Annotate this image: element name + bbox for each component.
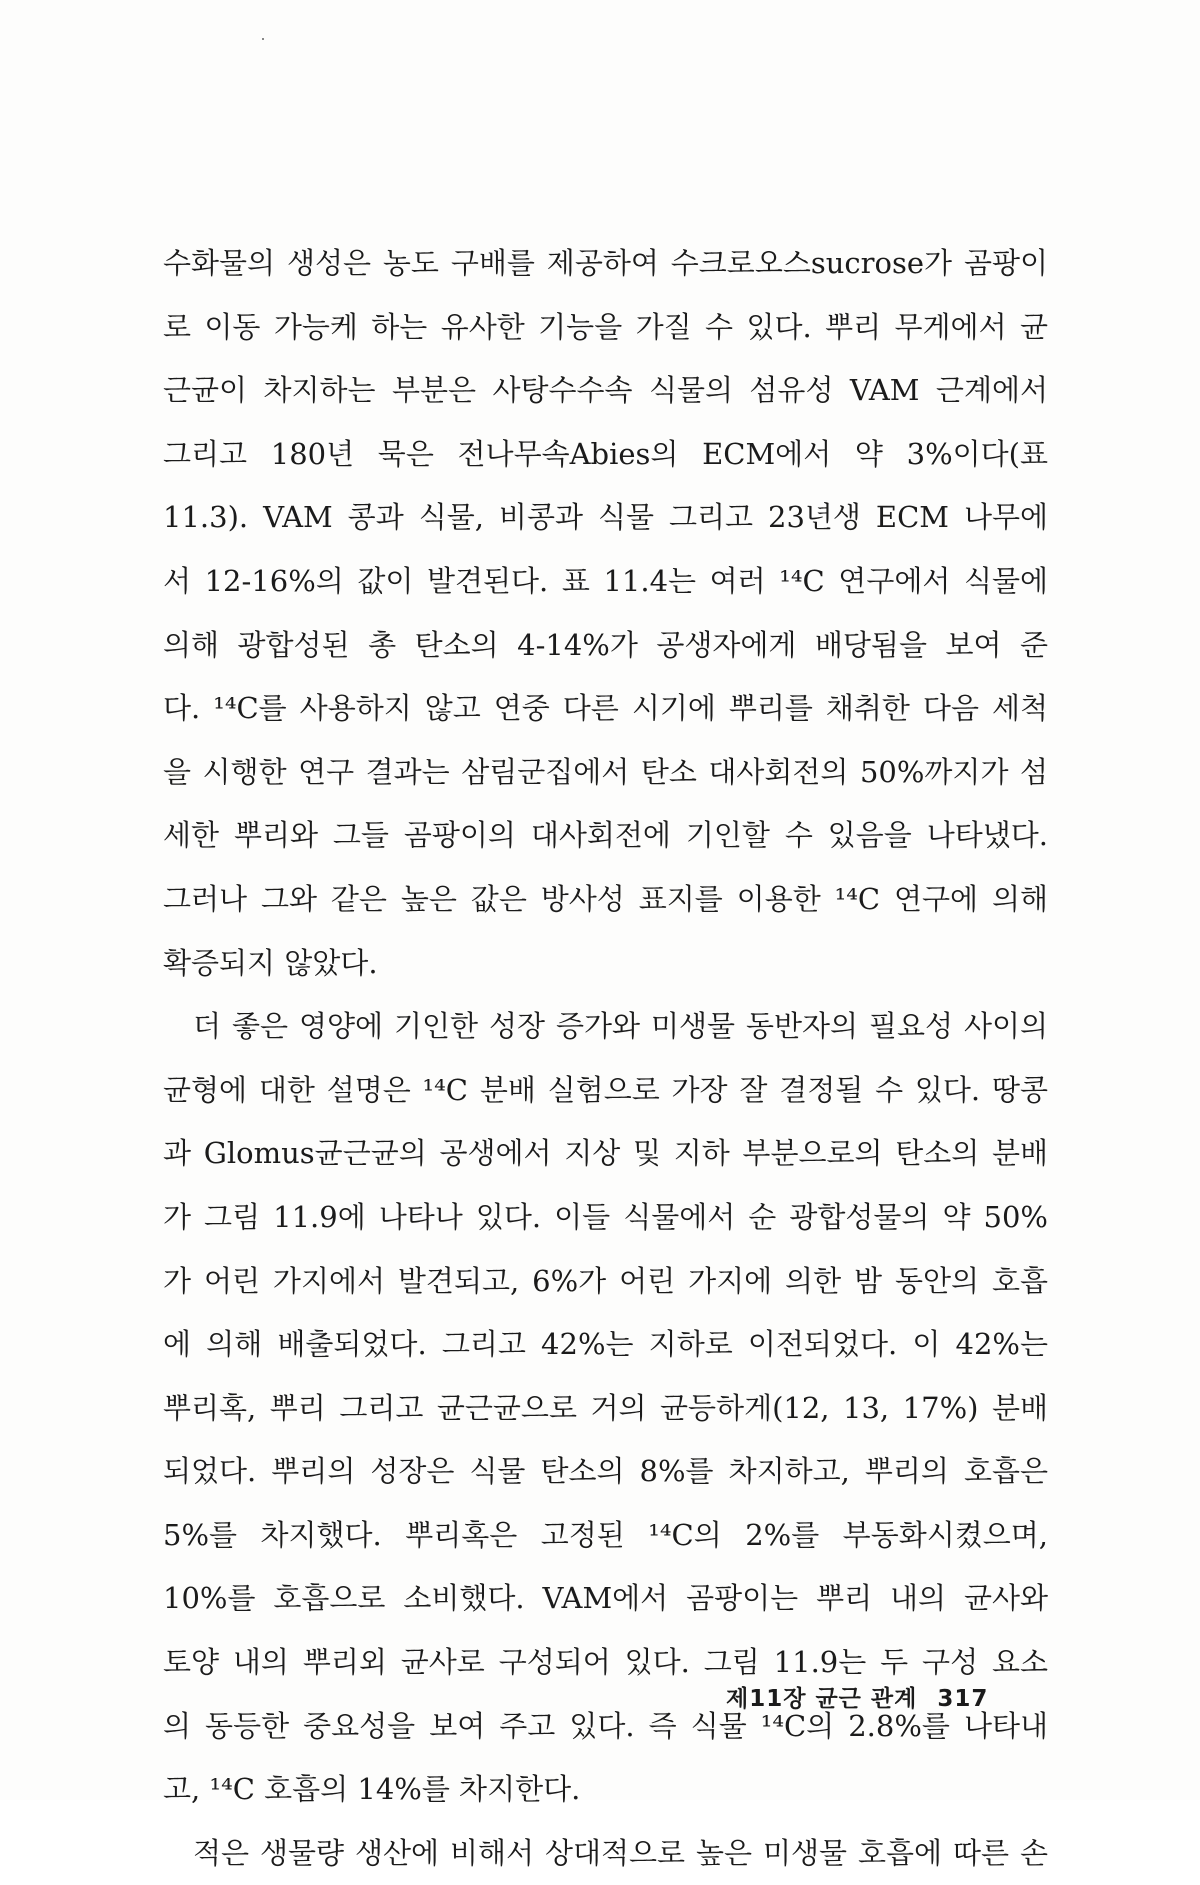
text-line: 10%를 호흡으로 소비했다. VAM에서 곰팡이는 뿌리 내의 균사와: [163, 1581, 1048, 1616]
text-line: 을 시행한 연구 결과는 삼림군집에서 탄소 대사회전의 50%까지가 섬: [163, 754, 1048, 789]
text-line: 토양 내의 뿌리외 균사로 구성되어 있다. 그림 11.9는 두 구성 요소: [163, 1645, 1048, 1680]
text-line: 로 이동 가능케 하는 유사한 기능을 가질 수 있다. 뿌리 무게에서 균: [163, 309, 1048, 344]
body-text: [163, 232, 1048, 1885]
text-line: 수화물의 생성은 농도 구배를 제공하여 수크로오스sucrose가 곰팡이: [163, 246, 1048, 280]
text-line: 의 동등한 중요성을 보여 주고 있다. 즉 식물 ¹⁴C의 2.8%를 나타내: [163, 1708, 1048, 1743]
text-line: 가 그림 11.9에 나타나 있다. 이들 식물에서 순 광합성물의 약 50%: [163, 1199, 1048, 1234]
text-line: 근균이 차지하는 부분은 사탕수수속 식물의 섬유성 VAM 근계에서: [163, 373, 1048, 408]
text-line: 더 좋은 영양에 기인한 성장 증가와 미생물 동반자의 필요성 사이의: [193, 1009, 1048, 1044]
text-line: 의해 광합성된 총 탄소의 4-14%가 공생자에게 배당됨을 보여 준: [163, 627, 1048, 662]
text-line: 서 12-16%의 값이 발견된다. 표 11.4는 여러 ¹⁴C 연구에서 식물에: [163, 563, 1048, 598]
text-line: 그러나 그와 같은 높은 값은 방사성 표지를 이용한 ¹⁴C 연구에 의해: [163, 881, 1048, 916]
text-line: 확증되지 않았다.: [163, 945, 378, 980]
text-line: 세한 뿌리와 그들 곰팡이의 대사회전에 기인할 수 있음을 나타냈다.: [163, 818, 1048, 853]
chapter-title: 제11장 균근 관계: [726, 1686, 918, 1712]
text-line: 과 Glomus균근균의 공생에서 지상 및 지하 부분으로의 탄소의 분배: [163, 1136, 1048, 1171]
text-line: 다. ¹⁴C를 사용하지 않고 연중 다른 시기에 뿌리를 채취한 다음 세척: [163, 691, 1048, 726]
text-line: 가 어린 가지에서 발견되고, 6%가 어린 가지에 의한 밤 동안의 호흡: [163, 1263, 1048, 1298]
text-line: 뿌리혹, 뿌리 그리고 균근균으로 거의 균등하게(12, 13, 17%) 분배: [163, 1390, 1048, 1425]
text-line: 고, ¹⁴C 호흡의 14%를 차지한다.: [163, 1772, 581, 1807]
text-line: 11.3). VAM 콩과 식물, 비콩과 식물 그리고 23년생 ECM 나무에: [163, 500, 1048, 535]
text-line: 그리고 180년 묵은 전나무속Abies의 ECM에서 약 3%이다(표: [163, 436, 1048, 471]
page-number: 317: [937, 1686, 989, 1712]
text-line: 5%를 차지했다. 뿌리혹은 고정된 ¹⁴C의 2%를 부동화시켰으며,: [163, 1517, 1048, 1552]
text-line: 균형에 대한 설명은 ¹⁴C 분배 실험으로 가장 잘 결정될 수 있다. 땅콩: [163, 1072, 1048, 1107]
text-line: 되었다. 뿌리의 성장은 식물 탄소의 8%를 차지하고, 뿌리의 호흡은: [163, 1454, 1048, 1489]
text-line: 에 의해 배출되었다. 그리고 42%는 지하로 이전되었다. 이 42%는: [163, 1327, 1048, 1362]
text-line: 적은 생물량 생산에 비해서 상대적으로 높은 미생물 호흡에 따른 손: [193, 1835, 1048, 1870]
running-footer: [726, 1680, 988, 1713]
scan-speck: [262, 38, 264, 40]
